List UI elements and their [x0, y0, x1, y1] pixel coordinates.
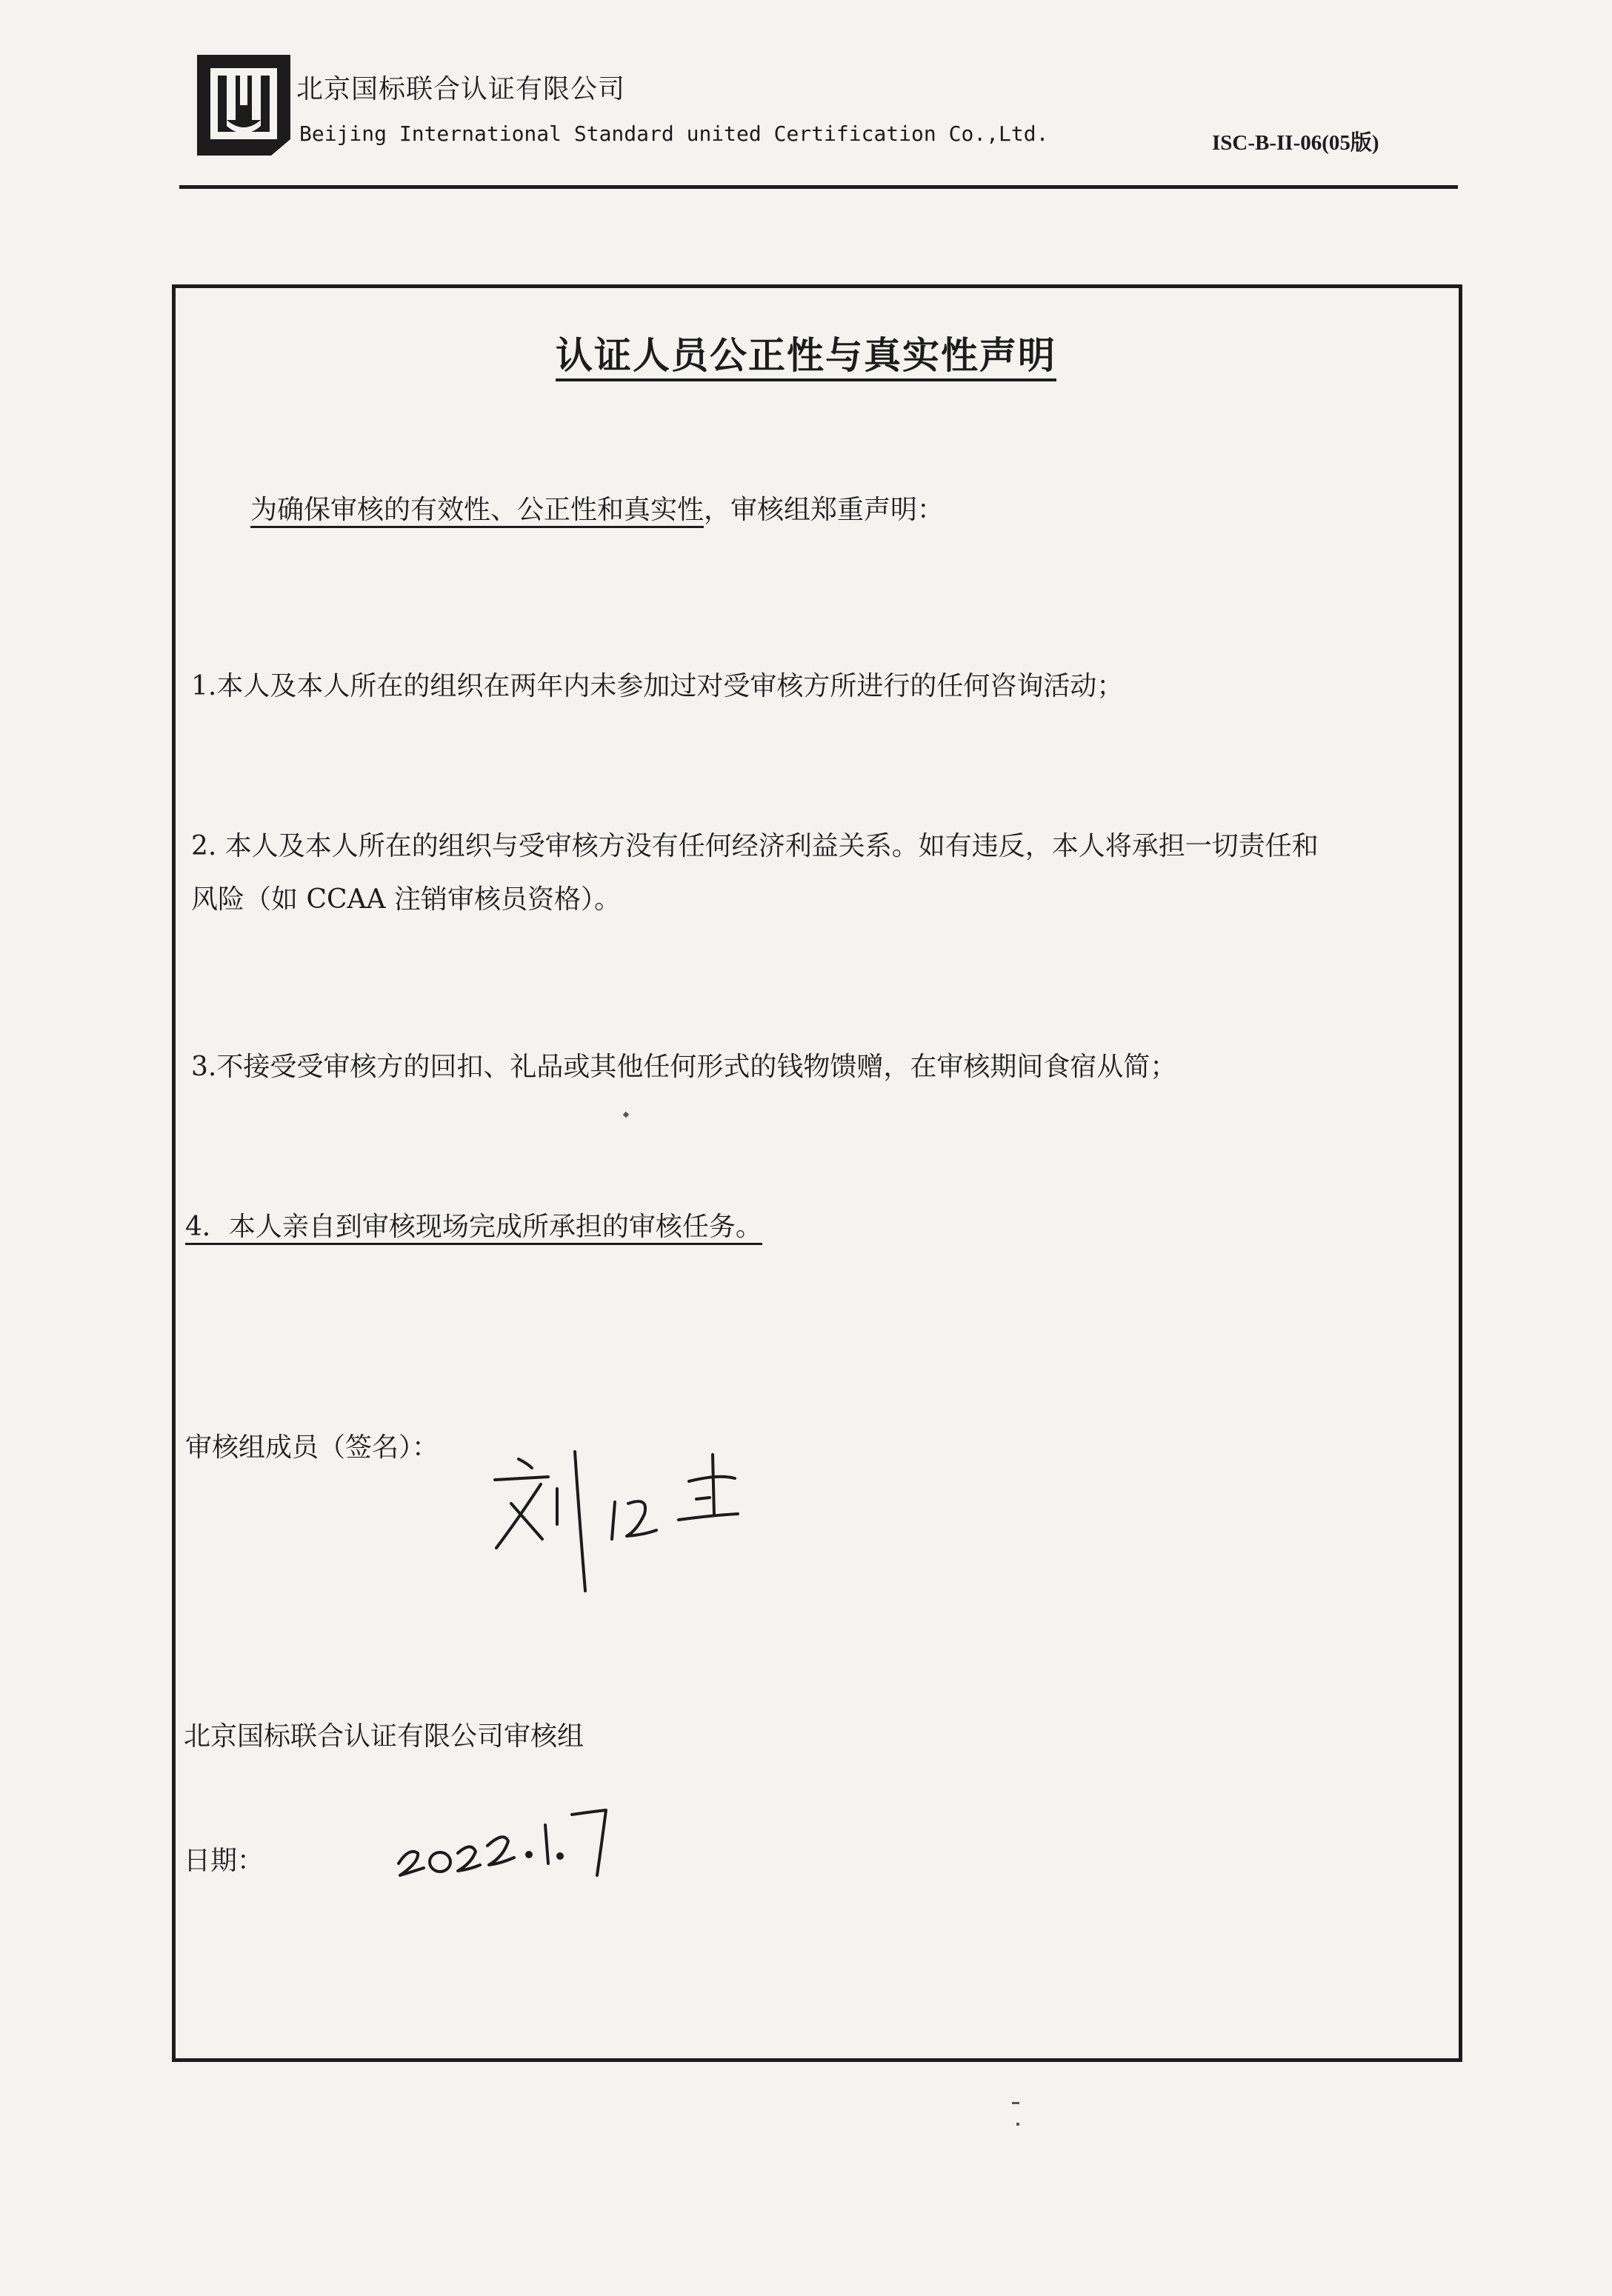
members-signature-label: 审核组成员（签名）：	[185, 1432, 439, 1463]
scan-speck	[1012, 2102, 1019, 2104]
handwritten-signature	[474, 1422, 756, 1592]
declaration-item-3: 3.不接受受审核方的回扣、礼品或其他任何形式的钱物馈赠，在审核期间食宿从简；	[191, 1052, 1177, 1082]
declaration-item-1: 1.本人及本人所在的组织在两年内未参加过对受审核方所进行的任何咨询活动；	[191, 671, 1124, 701]
declaration-box	[172, 284, 1462, 2062]
audit-group-name: 北京国标联合认证有限公司审核组	[184, 1721, 584, 1752]
handwritten-date	[393, 1792, 645, 1881]
declaration-item-2: 2. 本人及本人所在的组织与受审核方没有任何经济利益关系。如有违反，本人将承担一切责任和	[191, 831, 1319, 861]
declaration-item-2-continued: 风险（如 CCAA 注销审核员资格）。	[191, 884, 621, 915]
company-name-en: Beijing International Standard united Certification Co.,Ltd.	[299, 121, 1049, 146]
intro-underlined: 为确保审核的有效性、公正性和真实性	[250, 495, 704, 528]
document-code: ISC-B-II-06(05版)	[1212, 131, 1379, 155]
declaration-title: 认证人员公正性与真实性声明	[0, 326, 1612, 379]
date-label: 日期：	[184, 1846, 264, 1876]
header-divider	[179, 185, 1458, 189]
company-name-cn: 北京国标联合认证有限公司	[296, 74, 626, 104]
scan-speck	[1016, 2123, 1019, 2126]
intro-statement	[250, 489, 944, 527]
declaration-item-4: 4．本人亲自到审核现场完成所承担的审核任务。	[185, 1206, 762, 1244]
company-logo-icon	[188, 49, 299, 160]
intro-rest: ，审核组郑重声明：	[704, 495, 945, 525]
